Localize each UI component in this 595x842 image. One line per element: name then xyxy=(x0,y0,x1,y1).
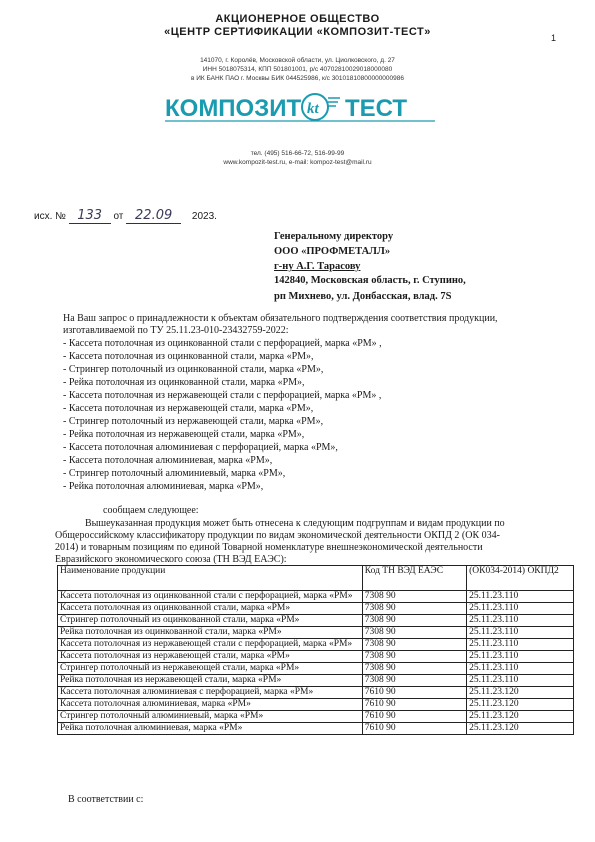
body-line-4: Евразийского экономического союза (ТН ВЭД ЕАЭС): xyxy=(55,554,287,565)
cell-okpd: 25.11.23.110 xyxy=(467,675,574,687)
ref-prefix: исх. № xyxy=(34,211,66,222)
logo-right-text: ТЕСТ xyxy=(345,95,408,122)
cell-tnved: 7308 90 xyxy=(362,627,466,639)
body-line-2: Общероссийскому классификатору продукции по видам экономической деятельности ОКПД 2 (ОК 034- xyxy=(55,530,500,541)
ref-from-label: от xyxy=(113,211,124,222)
cell-product: Стрингер потолочный алюминиевый, марка «РМ» xyxy=(58,711,363,723)
intro-line-1: На Ваш запрос о принадлежности к объектам обязательного подтверждения соответствия продукции, xyxy=(63,313,498,324)
outgoing-reference xyxy=(34,208,217,224)
org-address: 141070, г. Королёв, Московской области, ул. Циолковского, д. 27 xyxy=(200,57,395,64)
list-item: - Стрингер потолочный алюминиевый, марка «РМ», xyxy=(63,468,286,479)
logo-left-text: КОМПОЗИТ xyxy=(165,95,302,122)
cell-tnved: 7308 90 xyxy=(362,639,466,651)
body-line-1: Вышеуказанная продукция может быть отнесена к следующим подгруппам и видам продукции по xyxy=(85,518,505,529)
cell-tnved: 7610 90 xyxy=(362,687,466,699)
cell-okpd: 25.11.23.110 xyxy=(467,639,574,651)
cell-okpd: 25.11.23.110 xyxy=(467,603,574,615)
cell-tnved: 7610 90 xyxy=(362,699,466,711)
org-phone: тел. (495) 516-66-72, 516-99-99 xyxy=(250,150,345,157)
cell-okpd: 25.11.23.110 xyxy=(467,591,574,603)
footer-text: В соответствии с: xyxy=(68,794,144,805)
org-web: www.kompozit-test.ru, e-mail: kompoz-test@mail.ru xyxy=(223,159,372,166)
list-item: - Кассета потолочная алюминиевая, марка «РМ», xyxy=(63,455,273,466)
cell-product: Стрингер потолочный из оцинкованной стали, марка «РМ» xyxy=(58,615,363,627)
intro-line-2: изготавливаемой по ТУ 25.11.23-010-23432759-2022: xyxy=(63,325,289,336)
list-item: - Рейка потолочная из нержавеющей стали, марка «РМ», xyxy=(63,429,305,440)
recipient-company: ООО «ПРОФМЕТАЛЛ» xyxy=(274,246,391,257)
recipient-address-2: рп Михнево, ул. Донбасская, влад. 7S xyxy=(274,291,452,302)
table-row xyxy=(58,699,574,711)
table-row xyxy=(58,627,574,639)
company-logo xyxy=(165,92,435,124)
list-item: - Стрингер потолочный из оцинкованной стали, марка «РМ», xyxy=(63,364,324,375)
cell-product: Рейка потолочная из нержавеющей стали, марка «РМ» xyxy=(58,675,363,687)
header-product: Наименование продукции xyxy=(58,566,363,591)
table-row xyxy=(58,675,574,687)
cell-tnved: 7610 90 xyxy=(362,711,466,723)
logo-mark-icon xyxy=(302,94,340,120)
recipient-title: Генеральному директору xyxy=(274,231,394,242)
report-text: сообщаем следующее: xyxy=(103,505,199,516)
cell-product: Кассета потолочная из нержавеющей стали, марка «РМ» xyxy=(58,651,363,663)
cell-tnved: 7610 90 xyxy=(362,723,466,735)
list-item: - Кассета потолочная из нержавеющей стали, марка «РМ», xyxy=(63,403,314,414)
ref-number: 133 xyxy=(69,208,111,224)
table-body xyxy=(58,566,574,735)
org-inn: ИНН 5018075314, КПП 501801001, р/с 40702810029018000080 xyxy=(202,66,393,73)
cell-tnved: 7308 90 xyxy=(362,663,466,675)
list-item: - Кассета потолочная из оцинкованной стали, марка «РМ», xyxy=(63,351,314,362)
ref-year: 2023. xyxy=(191,211,217,222)
table-row xyxy=(58,687,574,699)
cell-product: Рейка потолочная из оцинкованной стали, марка «РМ» xyxy=(58,627,363,639)
table-row xyxy=(58,615,574,627)
cell-okpd: 25.11.23.120 xyxy=(467,711,574,723)
cell-product: Стрингер потолочный из нержавеющей стали, марка «РМ» xyxy=(58,663,363,675)
table-header-row xyxy=(58,566,574,591)
cell-product: Кассета потолочная алюминиевая, марка «РМ» xyxy=(58,699,363,711)
cell-okpd: 25.11.23.120 xyxy=(467,687,574,699)
cell-product: Рейка потолочная алюминиевая, марка «РМ» xyxy=(58,723,363,735)
list-item: - Стрингер потолочный из нержавеющей стали, марка «РМ», xyxy=(63,416,324,427)
cell-okpd: 25.11.23.120 xyxy=(467,723,574,735)
classification-table xyxy=(57,565,574,735)
list-item: - Рейка потолочная алюминиевая, марка «РМ», xyxy=(63,481,264,492)
company-logo-graphic xyxy=(165,92,435,124)
list-item: - Кассета потолочная из нержавеющей стали с перфорацией, марка «РМ» , xyxy=(63,390,382,401)
org-name-line2: «ЦЕНТР СЕРТИФИКАЦИИ «КОМПОЗИТ-ТЕСТ» xyxy=(164,26,431,38)
cell-tnved: 7308 90 xyxy=(362,675,466,687)
cell-okpd: 25.11.23.110 xyxy=(467,663,574,675)
cell-product: Кассета потолочная из оцинкованной стали, марка «РМ» xyxy=(58,603,363,615)
recipient-name: г-ну А.Г. Тарасову xyxy=(274,261,361,272)
table-row xyxy=(58,603,574,615)
cell-okpd: 25.11.23.110 xyxy=(467,651,574,663)
org-bank: в ИК БАНК ПАО г. Москвы БИК 044525986, к/с 30101810800000000986 xyxy=(191,75,404,82)
svg-text:kt: kt xyxy=(307,101,319,117)
table-row xyxy=(58,651,574,663)
table-row xyxy=(58,591,574,603)
list-item: - Кассета потолочная алюминиевая с перфорацией, марка «РМ», xyxy=(63,442,338,453)
cell-okpd: 25.11.23.110 xyxy=(467,627,574,639)
header-okpd: (ОК034-2014) ОКПД2 xyxy=(467,566,574,591)
cell-product: Кассета потолочная из нержавеющей стали с перфорацией, марка «РМ» xyxy=(58,639,363,651)
ref-date: 22.09 xyxy=(126,208,181,224)
org-name-line1: АКЦИОНЕРНОЕ ОБЩЕСТВО xyxy=(215,13,380,25)
page-number: 1 xyxy=(551,33,557,43)
cell-okpd: 25.11.23.110 xyxy=(467,615,574,627)
table-row xyxy=(58,711,574,723)
cell-tnved: 7308 90 xyxy=(362,591,466,603)
cell-product: Кассета потолочная алюминиевая с перфорацией, марка «РМ» xyxy=(58,687,363,699)
table-row xyxy=(58,723,574,735)
recipient-address-1: 142840, Московская область, г. Ступино, xyxy=(274,275,466,286)
cell-okpd: 25.11.23.120 xyxy=(467,699,574,711)
list-item: - Рейка потолочная из оцинкованной стали, марка «РМ», xyxy=(63,377,305,388)
table-row xyxy=(58,639,574,651)
body-line-3: 2014) и товарным позициям по единой Товарной номенклатуре внешнеэкономической деятельности xyxy=(55,542,483,553)
cell-tnved: 7308 90 xyxy=(362,603,466,615)
table-row xyxy=(58,663,574,675)
list-item: - Кассета потолочная из оцинкованной стали с перфорацией, марка «РМ» , xyxy=(63,338,382,349)
header-tnved: Код ТН ВЭД ЕАЭС xyxy=(362,566,466,591)
cell-product: Кассета потолочная из оцинкованной стали с перфорацией, марка «РМ» xyxy=(58,591,363,603)
cell-tnved: 7308 90 xyxy=(362,615,466,627)
cell-tnved: 7308 90 xyxy=(362,651,466,663)
